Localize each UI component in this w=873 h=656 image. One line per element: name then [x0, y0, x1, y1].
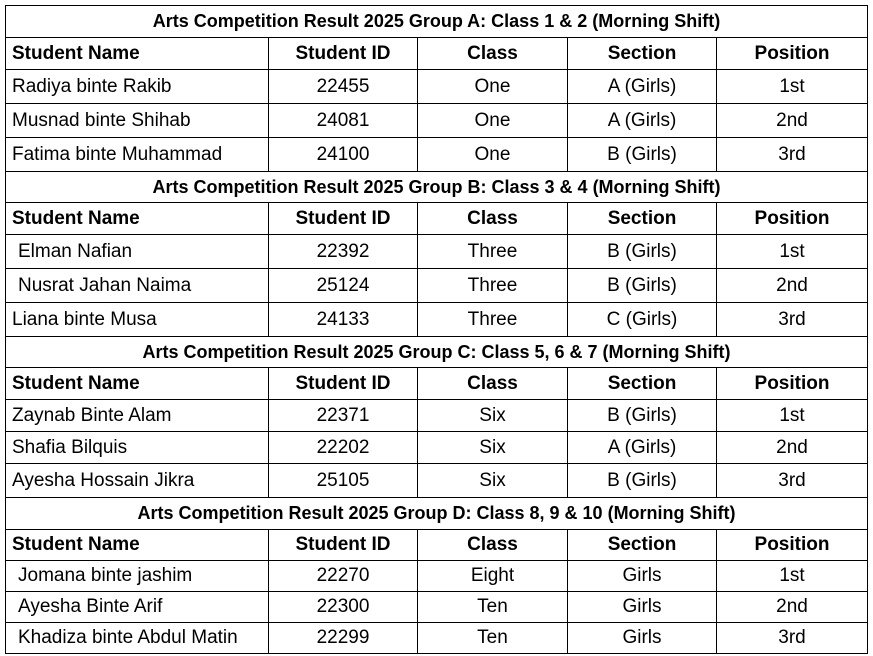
header-row	[6, 203, 868, 235]
student-position: 3rd	[717, 623, 868, 654]
student-position: 1st	[717, 70, 868, 104]
student-id: 22392	[269, 235, 418, 269]
group-title: Arts Competition Result 2025 Group B: Class 3 & 4 (Morning Shift)	[6, 172, 868, 203]
student-class: Ten	[418, 592, 568, 623]
header-section: Section	[568, 368, 717, 400]
header-position: Position	[717, 203, 868, 235]
header-row	[6, 368, 868, 400]
student-position: 2nd	[717, 432, 868, 464]
header-student-id: Student ID	[269, 368, 418, 400]
student-id: 24081	[269, 104, 418, 138]
student-class: Three	[418, 303, 568, 337]
table-row	[6, 104, 868, 138]
student-name: Liana binte Musa	[6, 303, 269, 337]
header-position: Position	[717, 530, 868, 561]
student-position: 1st	[717, 400, 868, 432]
student-id: 22455	[269, 70, 418, 104]
student-name: Radiya binte Rakib	[6, 70, 269, 104]
student-class: Six	[418, 400, 568, 432]
student-name: Zaynab Binte Alam	[6, 400, 269, 432]
header-class: Class	[418, 368, 568, 400]
student-name: Ayesha Binte Arif	[6, 592, 269, 623]
group-title-row	[6, 6, 868, 38]
student-class: One	[418, 70, 568, 104]
student-id: 22371	[269, 400, 418, 432]
student-id: 22300	[269, 592, 418, 623]
student-section: Girls	[568, 561, 717, 592]
student-section: A (Girls)	[568, 70, 717, 104]
student-section: B (Girls)	[568, 400, 717, 432]
student-name: Fatima binte Muhammad	[6, 138, 269, 172]
header-section: Section	[568, 530, 717, 561]
table-row	[6, 561, 868, 592]
student-position: 3rd	[717, 464, 868, 498]
student-position: 2nd	[717, 592, 868, 623]
student-section: B (Girls)	[568, 269, 717, 303]
student-section: A (Girls)	[568, 432, 717, 464]
student-name: Nusrat Jahan Naima	[6, 269, 269, 303]
student-id: 24100	[269, 138, 418, 172]
table-row	[6, 138, 868, 172]
header-student-id: Student ID	[269, 203, 418, 235]
header-class: Class	[418, 38, 568, 70]
student-class: Ten	[418, 623, 568, 654]
header-class: Class	[418, 203, 568, 235]
student-id: 22299	[269, 623, 418, 654]
student-class: Six	[418, 432, 568, 464]
student-id: 22202	[269, 432, 418, 464]
header-row	[6, 530, 868, 561]
table-row	[6, 269, 868, 303]
student-position: 1st	[717, 235, 868, 269]
student-class: Six	[418, 464, 568, 498]
student-section: Girls	[568, 623, 717, 654]
student-name: Ayesha Hossain Jikra	[6, 464, 269, 498]
student-position: 1st	[717, 561, 868, 592]
table-row	[6, 592, 868, 623]
header-position: Position	[717, 38, 868, 70]
results-table	[5, 5, 868, 654]
student-section: B (Girls)	[568, 235, 717, 269]
student-name: Khadiza binte Abdul Matin	[6, 623, 269, 654]
student-id: 25105	[269, 464, 418, 498]
header-student-name: Student Name	[6, 203, 269, 235]
header-student-id: Student ID	[269, 38, 418, 70]
student-position: 3rd	[717, 303, 868, 337]
student-class: Eight	[418, 561, 568, 592]
student-class: One	[418, 104, 568, 138]
student-name: Shafia Bilquis	[6, 432, 269, 464]
student-name: Musnad binte Shihab	[6, 104, 269, 138]
group-title: Arts Competition Result 2025 Group A: Class 1 & 2 (Morning Shift)	[6, 6, 868, 38]
table-row	[6, 464, 868, 498]
group-title: Arts Competition Result 2025 Group D: Class 8, 9 & 10 (Morning Shift)	[6, 498, 868, 530]
header-section: Section	[568, 38, 717, 70]
student-position: 3rd	[717, 138, 868, 172]
student-class: Three	[418, 235, 568, 269]
header-student-id: Student ID	[269, 530, 418, 561]
table-row	[6, 303, 868, 337]
header-position: Position	[717, 368, 868, 400]
student-name: Elman Nafian	[6, 235, 269, 269]
group-title-row	[6, 498, 868, 530]
table-row	[6, 432, 868, 464]
student-class: Three	[418, 269, 568, 303]
student-position: 2nd	[717, 269, 868, 303]
student-class: One	[418, 138, 568, 172]
student-position: 2nd	[717, 104, 868, 138]
group-title-row	[6, 172, 868, 203]
header-student-name: Student Name	[6, 38, 269, 70]
header-student-name: Student Name	[6, 368, 269, 400]
student-section: A (Girls)	[568, 104, 717, 138]
header-student-name: Student Name	[6, 530, 269, 561]
table-row	[6, 623, 868, 654]
student-section: B (Girls)	[568, 464, 717, 498]
student-name: Jomana binte jashim	[6, 561, 269, 592]
table-row	[6, 235, 868, 269]
header-class: Class	[418, 530, 568, 561]
group-title: Arts Competition Result 2025 Group C: Class 5, 6 & 7 (Morning Shift)	[6, 337, 868, 368]
header-row	[6, 38, 868, 70]
table-row	[6, 70, 868, 104]
student-section: B (Girls)	[568, 138, 717, 172]
header-section: Section	[568, 203, 717, 235]
student-section: C (Girls)	[568, 303, 717, 337]
student-section: Girls	[568, 592, 717, 623]
student-id: 24133	[269, 303, 418, 337]
student-id: 25124	[269, 269, 418, 303]
group-title-row	[6, 337, 868, 368]
student-id: 22270	[269, 561, 418, 592]
table-row	[6, 400, 868, 432]
